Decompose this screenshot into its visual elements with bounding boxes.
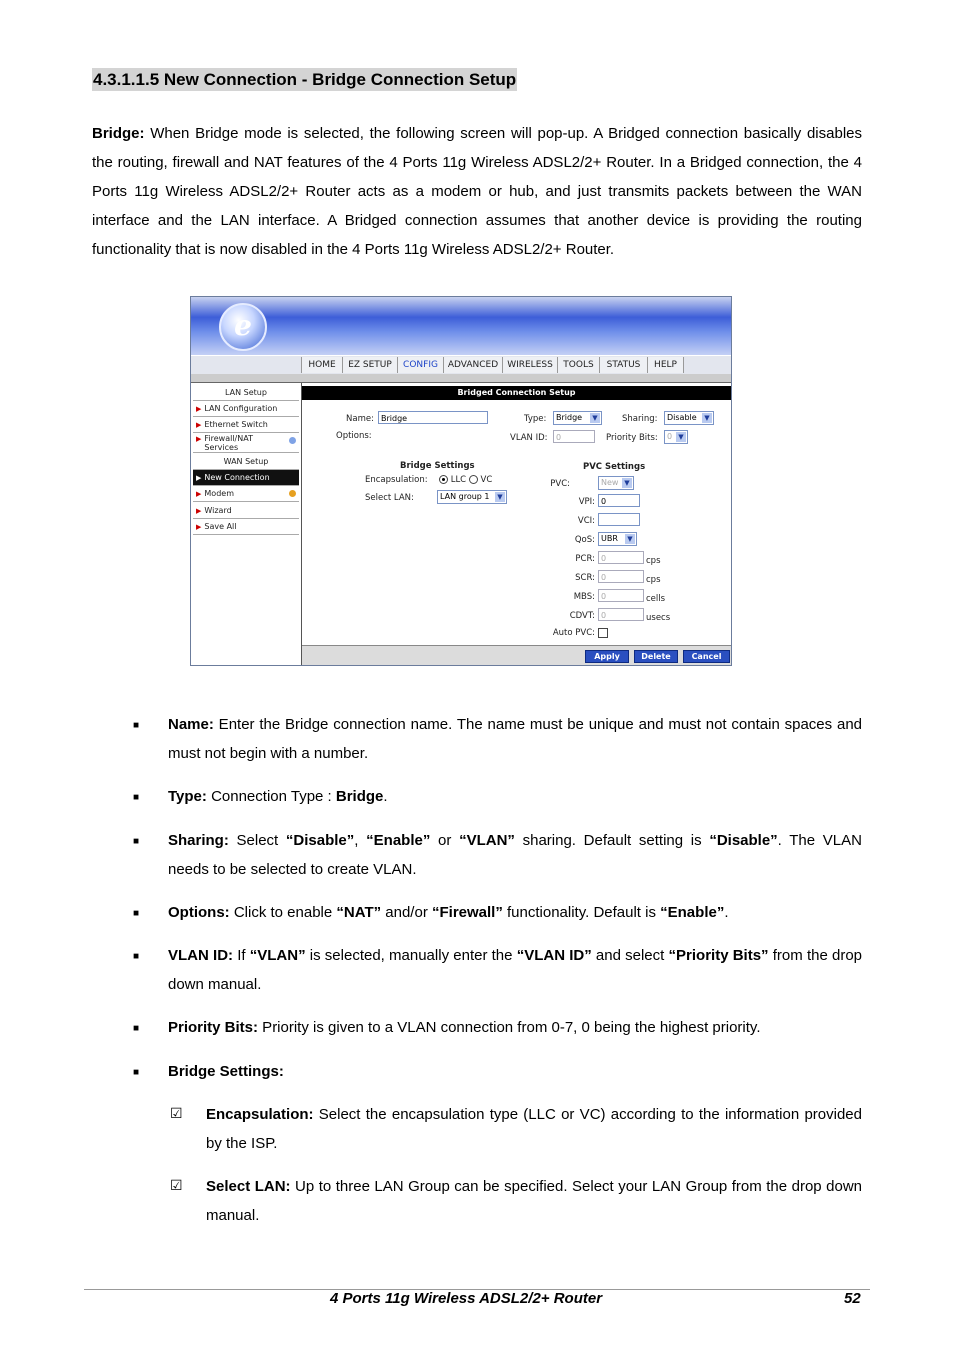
select-lan-label: Select LAN:	[365, 493, 414, 503]
top-nav	[191, 356, 731, 375]
chevron-down-icon: ▼	[590, 413, 600, 423]
checkbox-checked-icon: ☑	[170, 1177, 183, 1193]
arrow-right-icon: ▶	[196, 435, 202, 443]
arrow-right-icon: ▶	[196, 474, 202, 482]
bullet-sharing: Sharing: Select “Disable”, “Enable” or “VLAN” sharing. Default setting is “Disable”. The VLAN needs to be selected to create VLAN.	[168, 832, 862, 878]
expand-dot-icon	[289, 490, 296, 497]
sidebar-label: Modem	[204, 489, 234, 498]
select-lan-select[interactable]	[437, 490, 507, 504]
bridge-settings-heading: Bridge Settings	[400, 461, 475, 471]
vc-label: VC	[480, 475, 493, 485]
sub-bullet-select-lan: Select LAN: Up to three LAN Group can be specified. Select your LAN Group from the drop down manual.	[206, 1178, 863, 1224]
nav-wireless[interactable]: WIRELESS	[502, 357, 557, 373]
bullet-priority-bits: Priority Bits: Priority is given to a VLAN connection from 0-7, 0 being the highest priority.	[168, 1019, 761, 1036]
scr-unit: cps	[646, 575, 661, 585]
button-bar	[302, 645, 731, 666]
chevron-down-icon: ▼	[676, 432, 686, 442]
nav-status[interactable]: STATUS	[599, 357, 647, 373]
sidebar-label: Ethernet Switch	[204, 420, 268, 429]
radio-llc[interactable]	[439, 475, 448, 484]
logo: e	[219, 303, 267, 351]
scr-input[interactable]: 0	[598, 570, 644, 583]
type-select[interactable]	[553, 411, 602, 425]
priority-bits-value: 0	[667, 432, 673, 441]
mbs-unit: cells	[646, 594, 666, 604]
nav-config[interactable]: CONFIG	[397, 357, 443, 373]
intro-text: When Bridge mode is selected, the following screen will pop-up. A Bridged connection basically disables the routing, firewall and NAT features of the 4 Ports 11g Wireless ADSL2/2+ Router. In a Bridged connection, the 4 Ports 11g Wireless ADSL2/2+ Router acts as a modem or hub, and just transmits packets between the WAN interface and the LAN interface. A Bridged connection assumes that another device is providing the routing functionality that is now disabled in the 4 Ports 11g Wireless ADSL2/2+ Router.	[92, 125, 862, 258]
pcr-label: PCR:	[575, 554, 595, 564]
cdvt-unit: usecs	[646, 613, 671, 623]
vpi-label: VPI:	[578, 497, 595, 507]
bullet-type: Type: Connection Type : Bridge.	[168, 788, 388, 805]
vpi-input[interactable]: 0	[598, 494, 640, 507]
pvc-value: New	[601, 478, 619, 487]
pcr-unit: cps	[646, 556, 661, 566]
bullet-square-icon: ■	[133, 908, 140, 919]
nav-help[interactable]: HELP	[647, 357, 684, 373]
qos-select[interactable]	[598, 532, 637, 546]
qos-value: UBR	[601, 534, 618, 543]
pvc-select[interactable]	[598, 476, 634, 490]
expand-dot-icon	[289, 437, 296, 444]
options-label: Options:	[336, 431, 372, 441]
sidebar-item-save-all[interactable]	[193, 519, 299, 535]
vlan-id-label: VLAN ID:	[510, 433, 548, 443]
encapsulation-label: Encapsulation:	[365, 475, 428, 485]
cancel-button[interactable]: Cancel	[683, 650, 730, 663]
nav-ez-setup[interactable]: EZ SETUP	[342, 357, 397, 373]
sidebar-item-firewall[interactable]	[193, 433, 299, 453]
chevron-down-icon: ▼	[495, 492, 505, 502]
priority-bits-select[interactable]	[664, 430, 688, 444]
sidebar-label: Firewall/NAT Services	[204, 434, 253, 452]
checkbox-checked-icon: ☑	[170, 1105, 183, 1121]
radio-vc[interactable]	[469, 475, 478, 484]
bullet-square-icon: ■	[133, 720, 140, 731]
type-label: Type:	[524, 414, 547, 424]
vlan-id-input[interactable]: 0	[553, 430, 595, 443]
sidebar-label: Wizard	[204, 506, 232, 515]
pvc-label: PVC:	[550, 479, 570, 489]
arrow-right-icon: ▶	[196, 523, 202, 531]
qos-label: QoS:	[574, 535, 595, 545]
sidebar-item-lan-config[interactable]	[193, 401, 299, 417]
chevron-down-icon: ▼	[622, 478, 632, 488]
encapsulation-radios	[439, 474, 492, 486]
nav-underbar	[191, 374, 731, 383]
bullet-bridge-settings: Bridge Settings:	[168, 1063, 284, 1080]
main-panel	[302, 383, 731, 665]
priority-bits-label: Priority Bits:	[606, 433, 658, 443]
name-label: Name:	[346, 414, 374, 424]
arrow-right-icon: ▶	[196, 507, 202, 515]
delete-button[interactable]: Delete	[634, 650, 678, 663]
chevron-down-icon: ▼	[625, 534, 635, 544]
bullet-square-icon: ■	[133, 951, 140, 962]
select-lan-value: LAN group 1	[440, 492, 490, 501]
mbs-label: MBS:	[573, 592, 595, 602]
sidebar-header-lan: LAN Setup	[193, 385, 299, 401]
nav-home[interactable]: HOME	[301, 357, 342, 373]
bullet-options: Options: Click to enable “NAT” and/or “Firewall” functionality. Default is “Enable”.	[168, 904, 729, 921]
banner	[191, 297, 731, 355]
sidebar-item-ethernet-switch[interactable]	[193, 417, 299, 433]
auto-pvc-checkbox[interactable]	[598, 628, 608, 638]
sharing-select[interactable]	[664, 411, 714, 425]
intro-term: Bridge:	[92, 125, 145, 142]
bullet-name: Name: Enter the Bridge connection name. The name must be unique and must not contain spaces and must not begin with a number.	[168, 716, 862, 762]
mbs-input[interactable]: 0	[598, 589, 644, 602]
footer-title: 4 Ports 11g Wireless ADSL2/2+ Router	[330, 1290, 603, 1307]
bullet-square-icon: ■	[133, 1067, 140, 1078]
nav-advanced[interactable]: ADVANCED	[443, 357, 502, 373]
page-number: 52	[844, 1290, 861, 1307]
sub-bullet-encapsulation: Encapsulation: Select the encapsulation type (LLC or VC) according to the information provided by the ISP.	[206, 1106, 862, 1152]
sidebar-item-modem[interactable]	[193, 486, 299, 502]
bullet-square-icon: ■	[133, 792, 140, 803]
bullet-square-icon: ■	[133, 836, 140, 847]
sidebar-label: Save All	[204, 522, 237, 531]
sharing-label: Sharing:	[622, 414, 658, 424]
vci-label: VCI:	[577, 516, 595, 526]
scr-label: SCR:	[575, 573, 595, 583]
sidebar	[191, 383, 302, 665]
section-heading: 4.3.1.1.5 New Connection - Bridge Connection Setup	[93, 70, 517, 89]
router-screenshot	[190, 296, 732, 666]
sidebar-label: LAN Configuration	[204, 404, 278, 413]
cdvt-label: CDVT:	[569, 611, 595, 621]
auto-pvc-label: Auto PVC:	[552, 628, 595, 638]
type-value: Bridge	[556, 413, 583, 422]
sharing-value: Disable	[667, 413, 697, 422]
sidebar-label: New Connection	[204, 473, 270, 482]
chevron-down-icon: ▼	[702, 413, 712, 423]
bullet-square-icon: ■	[133, 1023, 140, 1034]
vci-input[interactable]	[598, 513, 640, 526]
arrow-right-icon: ▶	[196, 405, 202, 413]
name-input[interactable]: Bridge	[378, 411, 488, 424]
intro-paragraph	[92, 119, 862, 264]
arrow-right-icon: ▶	[196, 490, 202, 498]
pvc-settings-heading: PVC Settings	[583, 462, 646, 472]
cdvt-input[interactable]: 0	[598, 608, 644, 621]
sidebar-item-new-connection[interactable]	[193, 470, 299, 486]
panel-title: Bridged Connection Setup	[302, 386, 731, 400]
sidebar-item-wizard[interactable]	[193, 503, 299, 519]
nav-tools[interactable]: TOOLS	[557, 357, 599, 373]
apply-button[interactable]: Apply	[585, 650, 629, 663]
sidebar-header-wan: WAN Setup	[193, 454, 299, 470]
arrow-right-icon: ▶	[196, 421, 202, 429]
llc-label: LLC	[450, 475, 467, 485]
pcr-input[interactable]: 0	[598, 551, 644, 564]
bullet-vlan-id: VLAN ID: If “VLAN” is selected, manually enter the “VLAN ID” and select “Priority Bits” from the drop down manual.	[168, 947, 863, 993]
